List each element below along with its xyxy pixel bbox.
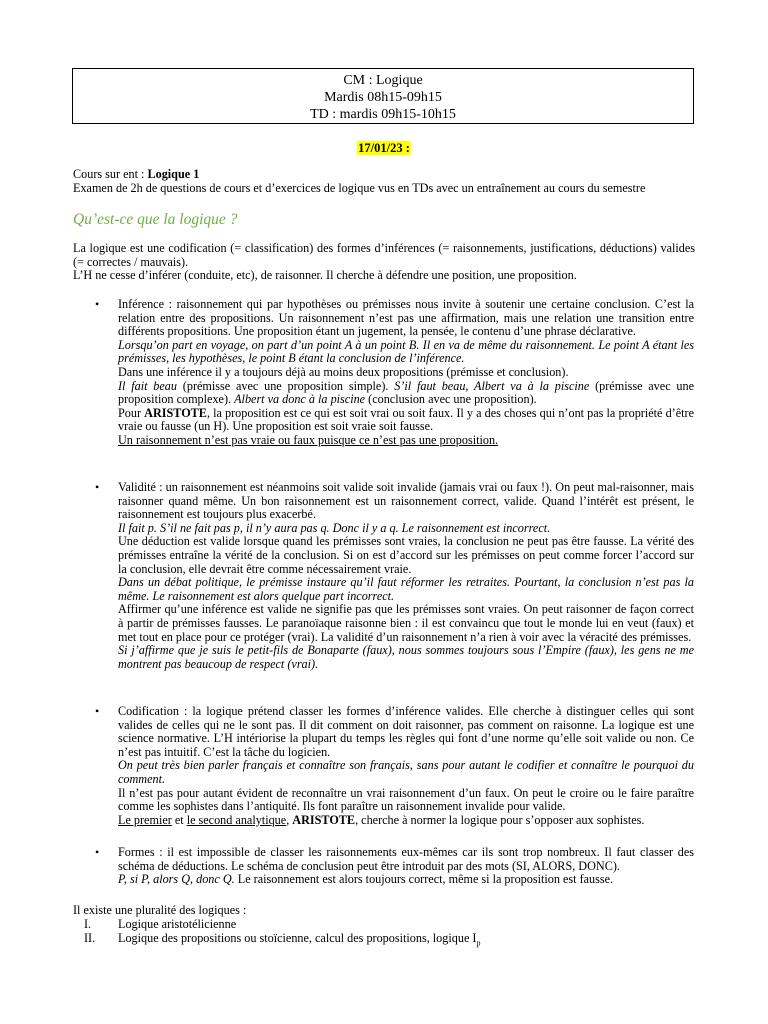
validite-definition: Validité : un raisonnement est néanmoins soit valide soit invalide (jamais vrai ou faux !). On peut mal-raisonner, mais raisonner quand même. Un bon raisonnement est un raisonnement correct, valide. Quand l’intérêt est présent, le raisonnement est toujours plus exacerbé. xyxy=(118,480,694,522)
list-text: Logique aristotélicienne xyxy=(118,917,237,931)
definition-block xyxy=(73,242,695,283)
bullet-marker: • xyxy=(95,480,100,494)
logic-list-item xyxy=(84,932,480,950)
example-part: Il fait beau xyxy=(118,378,177,393)
bullet-marker: • xyxy=(95,297,100,311)
course-header-box xyxy=(72,68,694,124)
bullet-inference xyxy=(118,298,694,448)
example-part: (conclusion avec une proposition). xyxy=(365,392,537,407)
bullet-marker: • xyxy=(95,704,100,718)
formes-schema: P, si P, alors Q, donc Q. xyxy=(118,872,235,887)
bullet-formes xyxy=(118,846,694,887)
validite-deduction: Une déduction est valide lorsque quand les prémisses sont vraies, la conclusion ne peut pas être fausse. La vérité des prémisses entraîne la vérité de la conclusion. Si on est d’accord sur les prémisses on peut comme forcer l’accord sur la conclusion, elle devrait être comme nécessairement vraie. xyxy=(118,534,694,576)
formes-definition: Formes : il est impossible de classer les raisonnements eux-mêmes car ils sont trop nombreux. Il faut classer des schéma de déductions. Le schéma de conclusion peut être introduit par des mots (SI, ALORS, DONC). xyxy=(118,845,694,873)
inference-example-voyage: Lorsqu’on part en voyage, on part d’un point A à un point B. Il en va de même du raisonnement. Le point A étant les prémisses, les hypothèses, le point B étant la conclusion de l’inférence. xyxy=(118,337,694,366)
codification-example-francais: On peut très bien parler français et connaître son français, sans pour autant le codifier et connaître le pourquoi du comment. xyxy=(118,758,694,786)
text-part: Le raisonnement est alors toujours correct, même si la proposition est fausse. xyxy=(234,872,614,887)
second-analytique: le second analytique xyxy=(186,812,287,827)
section-title: Qu’est-ce que la logique ? xyxy=(73,211,238,228)
aristote-name: ARISTOTE xyxy=(292,812,356,827)
example-part: (prémisse avec une proposition simple). xyxy=(177,378,395,393)
validite-example-p-q: Il fait p. S’il ne fait pas p, il n’y aura pas q. Donc il y a q. Le raisonnement est incorrect. xyxy=(118,520,551,535)
text-part: Pour xyxy=(118,405,145,420)
text-part: et xyxy=(171,812,187,827)
bullet-validite xyxy=(118,481,694,671)
example-part: (prémisse avec une proposition complexe). xyxy=(118,378,694,407)
example-part: S’il faut beau, Albert va à la piscine xyxy=(394,378,590,393)
course-prefix: Cours sur ent : xyxy=(73,167,148,181)
definition-paragraph: La logique est une codification (= classification) des formes d’inférences (= raisonnements, justifications, déductions) valides (= correctes / mauvais). xyxy=(73,241,695,269)
inference-underlined-conclusion: Un raisonnement n’est pas vraie ou faux puisque ce n’est pas une proposition. xyxy=(118,432,499,447)
inference-example-piscine xyxy=(118,380,694,407)
plurality-intro: Il existe une pluralité des logiques : xyxy=(73,903,247,917)
list-text: Logique des propositions ou stoïcienne, calcul des propositions, logique I xyxy=(118,931,477,945)
text-part: , cherche à normer la logique pour s’opposer aux sophistes. xyxy=(355,812,645,827)
date-highlight: 17/01/23 : xyxy=(358,141,410,155)
text-part: , xyxy=(286,812,293,827)
human-inference-paragraph: L’H ne cesse d’inférer (conduite, etc), de raisonner. Il cherche à défendre une position, une proposition. xyxy=(73,268,577,283)
td-schedule: TD : mardis 09h15-10h15 xyxy=(310,107,456,122)
codification-sophistes: Il n’est pas pour autant évident de reconnaître un vrai raisonnement d’un faux. On peut le croire ou le faire paraître comme les sophistes dans l’antiquité. Ils font paraître un raisonnement invalide pour valide. xyxy=(118,785,694,814)
validite-example-bonaparte: Si j’affirme que je suis le petit-fils de Bonaparte (faux), nous sommes toujours sous l’Empire (faux), les gens ne me montrent pas beaucoup de respect (vrai). xyxy=(118,643,694,671)
codification-aristote xyxy=(118,814,694,828)
bullet-marker: • xyxy=(95,845,100,859)
list-subscript: p xyxy=(476,938,481,948)
example-part: Albert va donc à la piscine xyxy=(234,392,366,407)
inference-definition: Inférence : raisonnement qui par hypothèses ou prémisses nous invite à soutenir une certaine conclusion. C’est la relation entre des propositions. Un raisonnement n’est pas une affirmation, mais une relation une transition entre différents propositions. Une proposition étant un jugement, la pensée, le contenu d’une phrase déclarative. xyxy=(118,297,694,339)
aristote-name: ARISTOTE xyxy=(144,405,207,420)
codification-definition: Codification : la logique prétend classer les formes d’inférence valides. Elle cherche à distinguer celles qui sont valides de celles qui ne le sont pas. Il dit comment on doit raisonner, pas comment on raisonne. La logique est une science normative. L’H intériorise la plupart du temps les règles qui font d’une norme qu’elle soit valide ou non. Ce n’est pas intuitif. C’est la tâche du logicien. xyxy=(118,704,694,759)
list-number: II. xyxy=(84,931,96,945)
intro-block xyxy=(73,168,695,195)
inference-two-propositions: Dans une inférence il y a toujours déjà au moins deux propositions (prémisse et conclusion). xyxy=(118,364,569,379)
logic-list-item xyxy=(84,918,236,932)
date-line xyxy=(0,142,768,156)
aristote-proposition xyxy=(118,407,694,434)
plurality-block xyxy=(73,904,695,918)
bullet-codification xyxy=(118,705,694,827)
course-title: CM : Logique xyxy=(343,73,423,88)
premier-analytique: Le premier xyxy=(118,812,172,827)
validite-premisses: Affirmer qu’une inférence est valide ne signifie pas que les prémisses sont vraies. On peut raisonner de façon correct à partir de prémisses fausses. Le paranoïaque raisonne bien : il est convaincu que tout le monde lui en veut (faux) et met tout en place pour ce protéger (vrai). La validité d’un raisonnement n’a rien à voir avec la véracité des prémisses. xyxy=(118,602,694,644)
formes-example xyxy=(118,873,694,887)
exam-line: Examen de 2h de questions de cours et d’exercices de logique vus en TDs avec un entraînement au cours du semestre xyxy=(73,180,646,195)
course-name: Logique 1 xyxy=(147,167,200,181)
cm-schedule: Mardis 08h15-09h15 xyxy=(324,90,442,105)
validite-example-politique: Dans un débat politique, le prémisse instaure qu’il faut réformer les retraites. Pourtant, la conclusion n’est pas la même. Le raisonnement est alors quelque part incorrect. xyxy=(118,575,694,603)
course-ent-line xyxy=(73,168,695,182)
text-part: , la proposition est ce qui est soit vrai ou soit faux. Il y a des choses qui n’ont pas la propriété d’être vraie ou fausse (un H). Une proposition est soit vraie soit fausse. xyxy=(118,405,694,434)
list-number: I. xyxy=(84,917,92,931)
